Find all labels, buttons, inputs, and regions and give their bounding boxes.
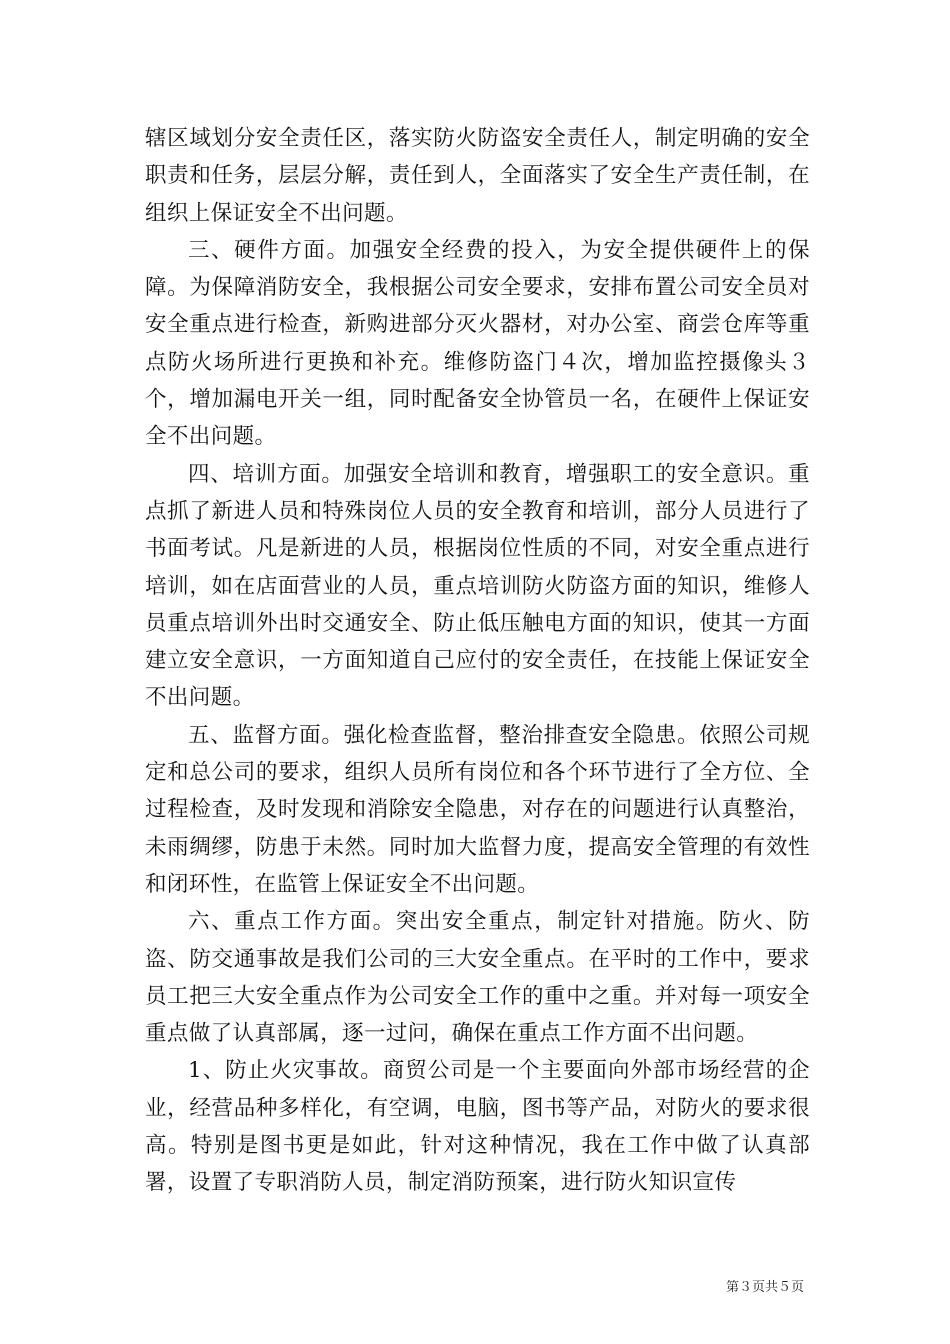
paragraph-training: 四、培训方面。加强安全培训和教育，增强职工的安全意识。重点抓了新进人员和特殊岗位人员的安全教育和培训，部分人员进行了书面考试。凡是新进的人员，根据岗位性质的不同，对安全重点进行培训，如在店面营业的人员，重点培训防火防盗方面的知识，维修人员重点培训外出时交通安全、防止低压触电方面的知识，使其一方面建立安全意识，一方面知道自己应付的安全责任，在技能上保证安全不出问题。 bbox=[145, 461, 810, 711]
paragraph-hardware: 三、硬件方面。加强安全经费的投入，为安全提供硬件上的保障。为保障消防安全，我根据公司安全要求，安排布置公司安全员对安全重点进行检查，新购进部分灭火器材，对办公室、商尝仓库等重点防火场所进行更换和补充。维修防盗门４次，增加监控摄像头３个，增加漏电开关一组，同时配备安全协管员一名，在硬件上保证安全不出问题。 bbox=[145, 237, 810, 450]
paragraph-responsibility-zones: 辖区域划分安全责任区，落实防火防盗安全责任人，制定明确的安全职责和任务，层层分解，责任到人，全面落实了安全生产责任制，在组织上保证安全不出问题。 bbox=[145, 126, 810, 226]
document-body bbox=[145, 120, 810, 1202]
paragraph-key-work: 六、重点工作方面。突出安全重点，制定针对措施。防火、防盗、防交通事故是我们公司的三大安全重点。在平时的工作中，要求员工把三大安全重点作为公司安全工作的重中之重。并对每一项安全重点做了认真部属，逐一过问，确保在重点工作方面不出问题。 bbox=[145, 909, 810, 1047]
paragraph-supervision: 五、监督方面。强化检查监督，整治排查安全隐患。依照公司规定和总公司的要求，组织人员所有岗位和各个环节进行了全方位、全过程检查，及时发现和消除安全隐患，对存在的问题进行认真整治，未雨绸缪，防患于未然。同时加大监督力度，提高安全管理的有效性和闭环性，在监管上保证安全不出问题。 bbox=[145, 722, 810, 897]
page-number-footer: 第３页共５页 bbox=[725, 1280, 804, 1295]
paragraph-fire-prevention: 1、防止火灾事故。商贸公司是一个主要面向外部市场经营的企业，经营品种多样化，有空调，电脑，图书等产品，对防火的要求很高。特别是图书更是如此，针对这种情况，我在工作中做了认真部署，设置了专职消防人员，制定消防预案，进行防火知识宣传 bbox=[145, 1058, 810, 1196]
